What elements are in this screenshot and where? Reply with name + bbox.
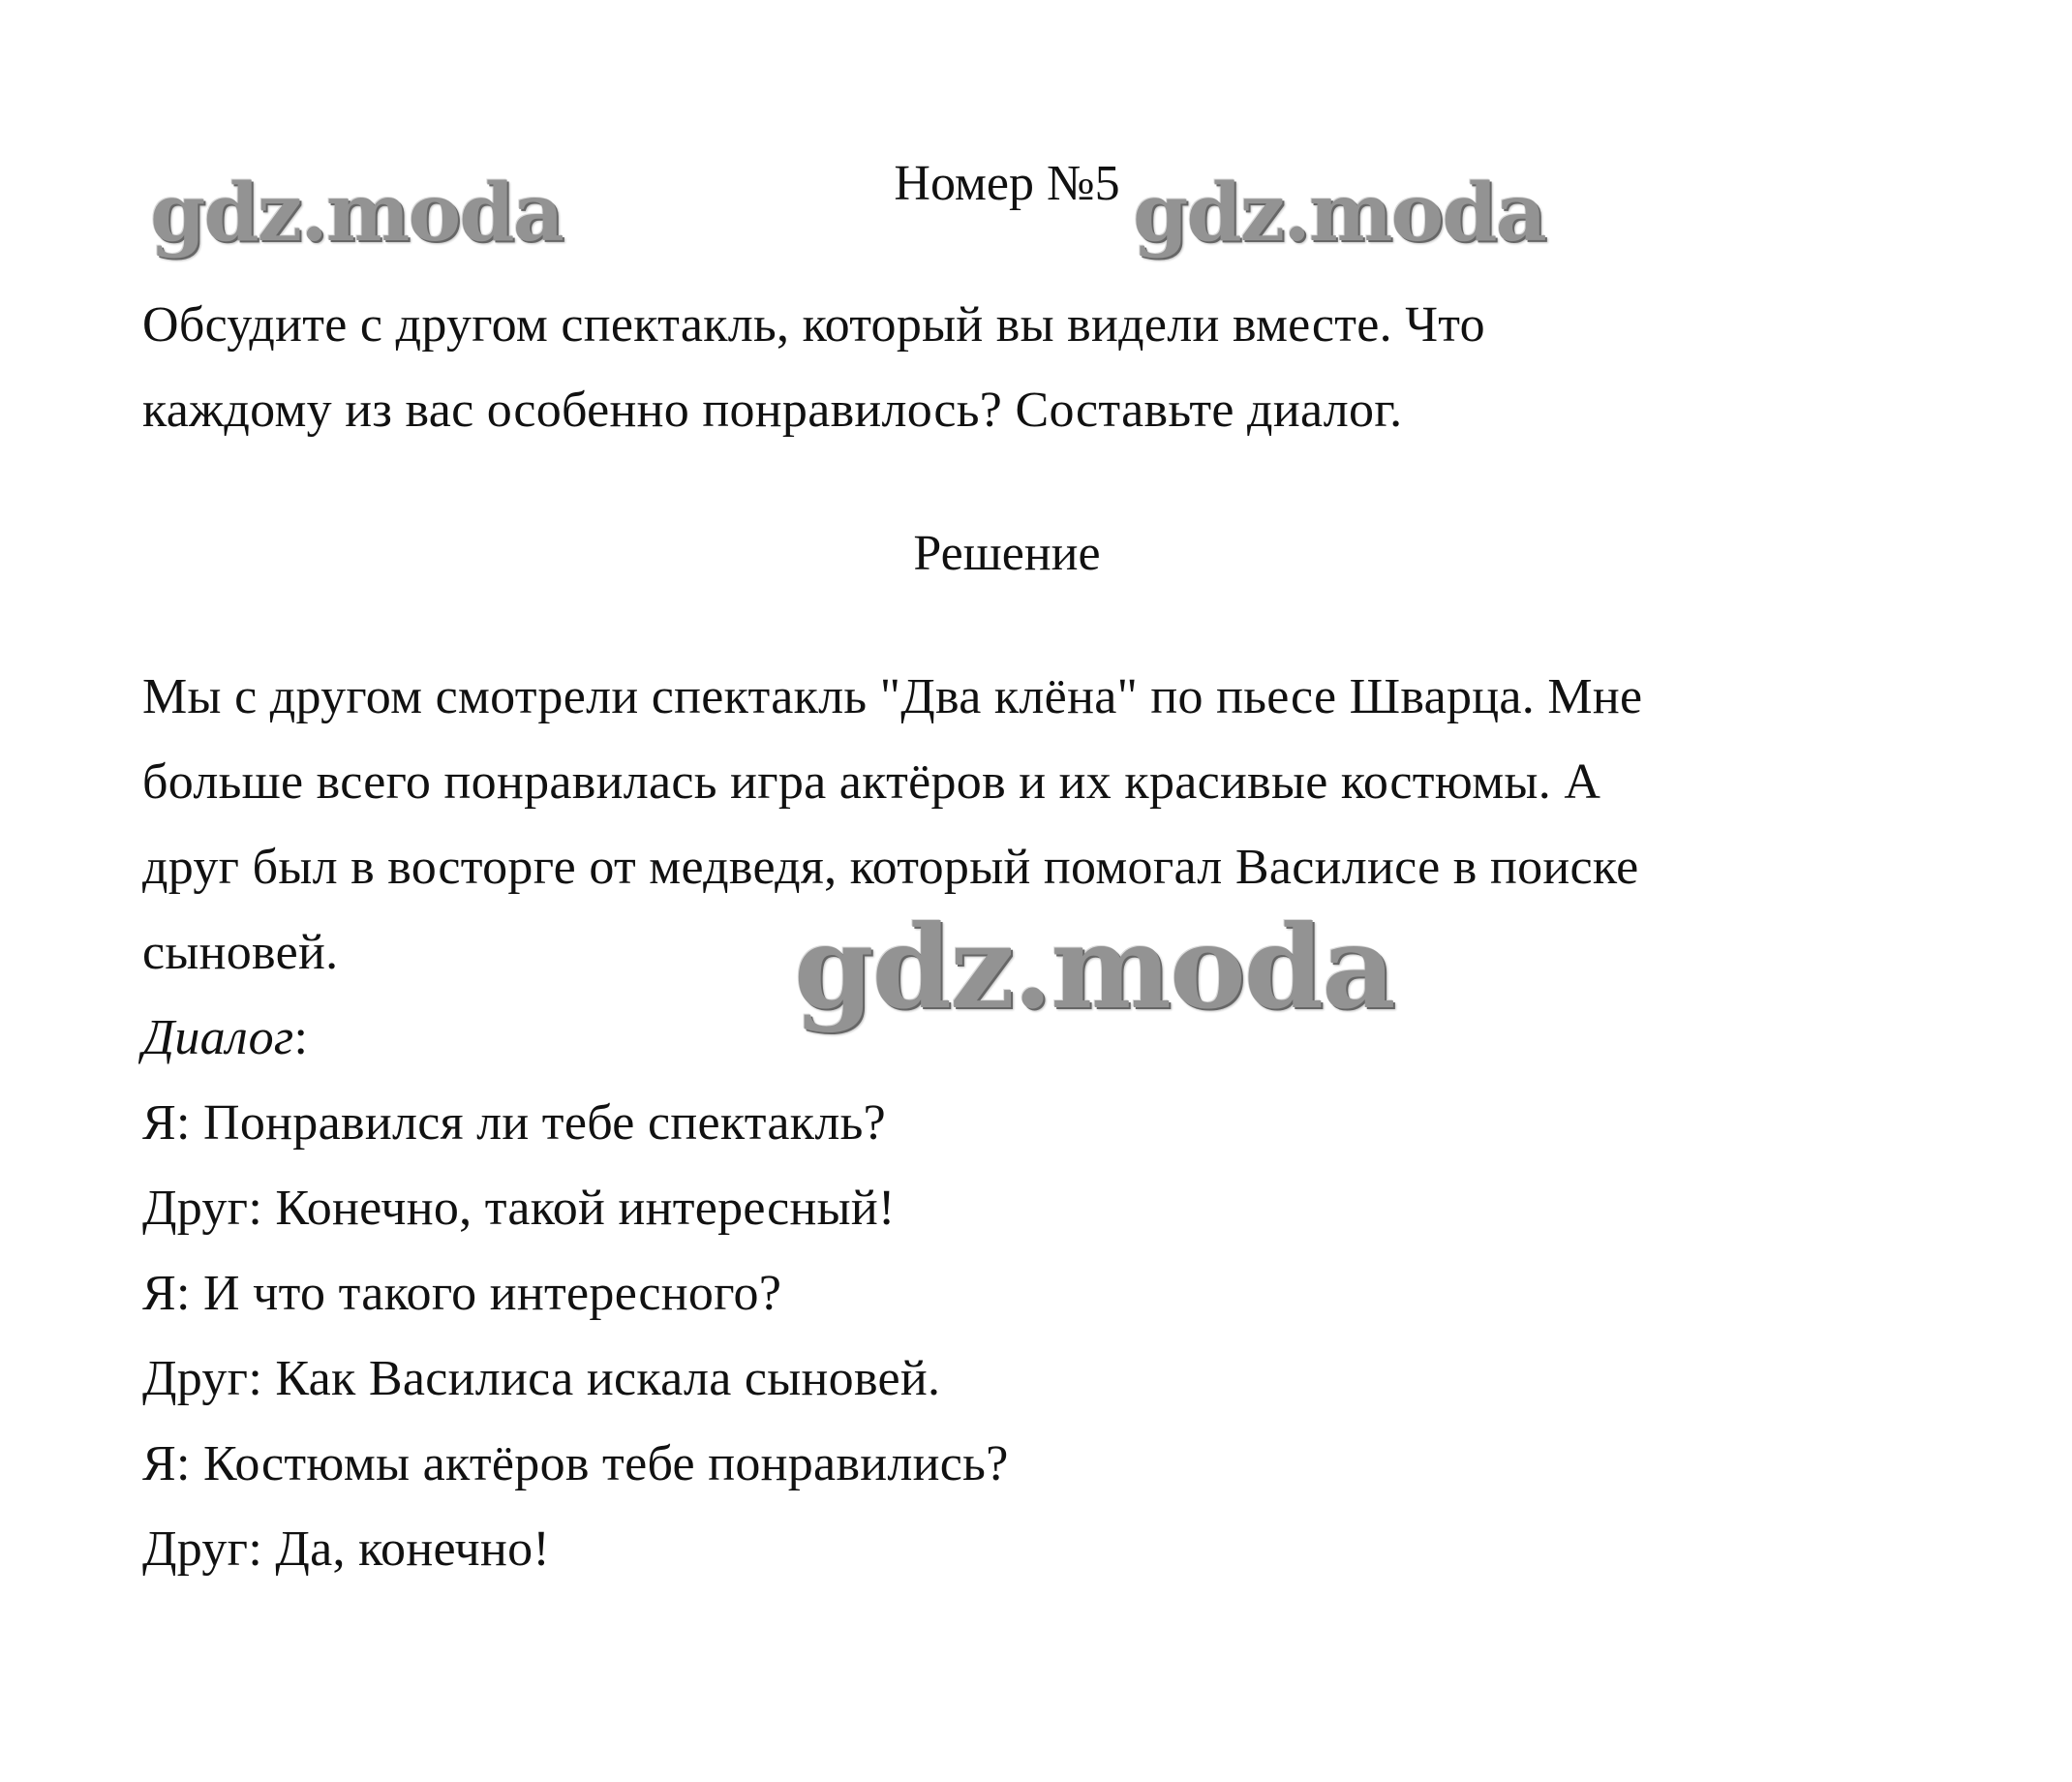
- watermark-top-right: gdz.moda: [1133, 167, 1545, 260]
- dialog-line-1: Я: Понравился ли тебе спектакль?: [142, 1095, 886, 1151]
- dialog-line-4: Друг: Как Василиса искала сыновей.: [142, 1351, 941, 1406]
- solution-heading: Решение: [913, 526, 1101, 581]
- dialog-line-3: Я: И что такого интересного?: [142, 1266, 782, 1321]
- answer-line-1: Мы с другом смотрели спектакль "Два клёна" по пьесе Шварца. Мне: [142, 669, 1643, 724]
- task-line-2: каждому из вас особенно понравилось? Составьте диалог.: [142, 383, 1403, 438]
- watermark-center: gdz.moda: [794, 900, 1394, 1034]
- dialog-label-line: [142, 1009, 308, 1067]
- dialog-line-6: Друг: Да, конечно!: [142, 1521, 551, 1577]
- watermark-top-left: gdz.moda: [150, 167, 563, 260]
- answer-line-3: друг был в восторге от медведя, который помогал Василисе в поиске: [142, 840, 1639, 895]
- dialog-label: Диалог: [142, 1010, 294, 1065]
- dialog-line-2: Друг: Конечно, такой интересный!: [142, 1181, 896, 1236]
- dialog-line-5: Я: Костюмы актёров тебе понравились?: [142, 1436, 1009, 1491]
- answer-line-2: больше всего понравилась игра актёров и их красивые костюмы. А: [142, 754, 1601, 810]
- dialog-label-colon: :: [293, 1010, 309, 1065]
- answer-line-4: сыновей.: [142, 925, 339, 980]
- page-title: Номер №5: [894, 156, 1120, 211]
- task-line-1: Обсудите с другом спектакль, который вы видели вместе. Что: [142, 297, 1485, 353]
